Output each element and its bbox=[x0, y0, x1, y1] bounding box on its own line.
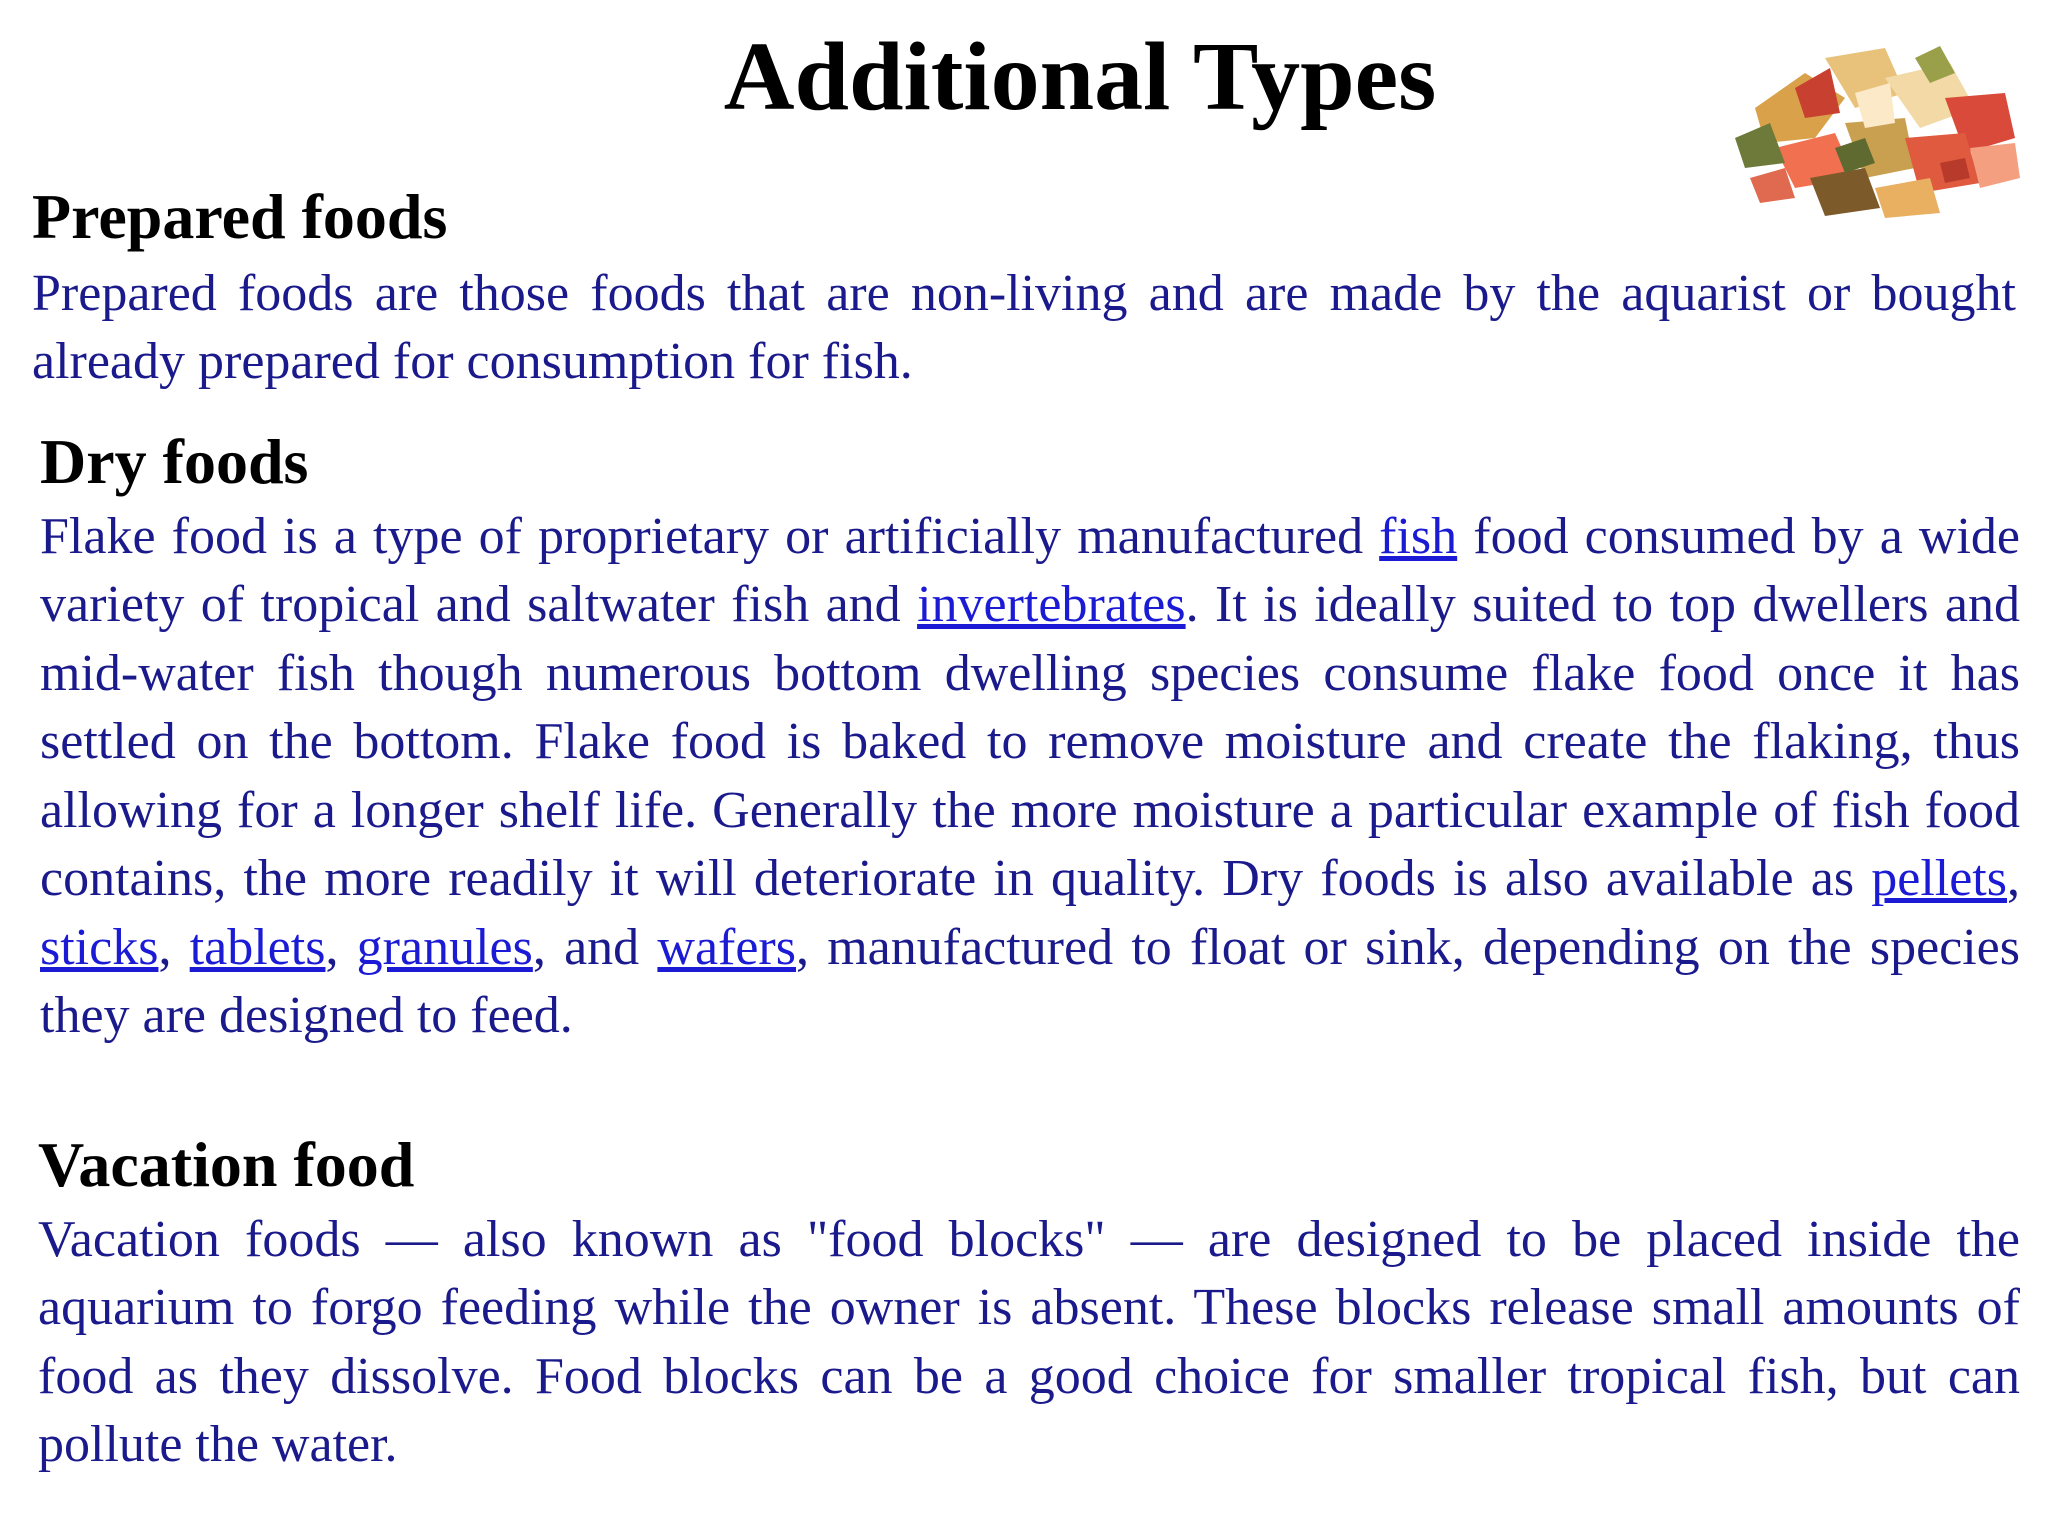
link-pellets[interactable]: pellets bbox=[1871, 850, 2007, 908]
heading-dry-foods: Dry foods bbox=[40, 426, 309, 497]
text-separator: , bbox=[325, 918, 357, 976]
paragraph-vacation-food: Vacation foods — also known as "food blocks" — are designed to be placed inside the aquarium to forgo feeding while the owner is absent. These blocks release small amounts of food as they dissolve. Food blocks can be a good choice for smaller tropical fish, but can pollute the water. bbox=[38, 1210, 2020, 1474]
text-segment: , manufactured to float or sink, depending on the species they are designed to feed. bbox=[40, 918, 2020, 1045]
link-invertebrates[interactable]: invertebrates bbox=[917, 576, 1186, 634]
section-dry-foods bbox=[40, 425, 2020, 1051]
heading-vacation-food: Vacation food bbox=[38, 1129, 415, 1200]
link-granules[interactable]: granules bbox=[356, 918, 533, 976]
section-prepared-foods bbox=[32, 180, 2016, 396]
text-segment: Flake food is a type of proprietary or artificially manufactured bbox=[40, 507, 1380, 565]
section-vacation-food bbox=[38, 1128, 2020, 1480]
page-title: Additional Types bbox=[723, 23, 1437, 131]
link-wafers[interactable]: wafers bbox=[657, 918, 796, 976]
text-segment: food consumed by a wide variety of tropical and saltwater fish and bbox=[40, 507, 2020, 634]
text-separator: , bbox=[2007, 850, 2020, 908]
paragraph-dry-foods bbox=[40, 503, 2020, 1051]
link-tablets[interactable]: tablets bbox=[189, 918, 326, 976]
paragraph-prepared-foods: Prepared foods are those foods that are non-living and are made by the aquarist or bought already prepared for consumption for fish. bbox=[32, 264, 2016, 390]
text-segment: . It is ideally suited to top dwellers and mid-water fish though numerous bottom dwelling species consume flake food once it has settled on the bottom. Flake food is baked to remove moisture and create the flaking, thus allowing for a longer shelf life. Generally the more moisture a particular example of fish food contains, the more readily it will deteriorate in quality. Dry foods is also available as bbox=[40, 576, 2021, 908]
link-fish[interactable]: fish bbox=[1379, 507, 1458, 565]
link-sticks[interactable]: sticks bbox=[40, 918, 159, 976]
heading-prepared-foods: Prepared foods bbox=[32, 181, 448, 252]
text-separator: , and bbox=[532, 918, 658, 976]
text-separator: , bbox=[158, 918, 190, 976]
